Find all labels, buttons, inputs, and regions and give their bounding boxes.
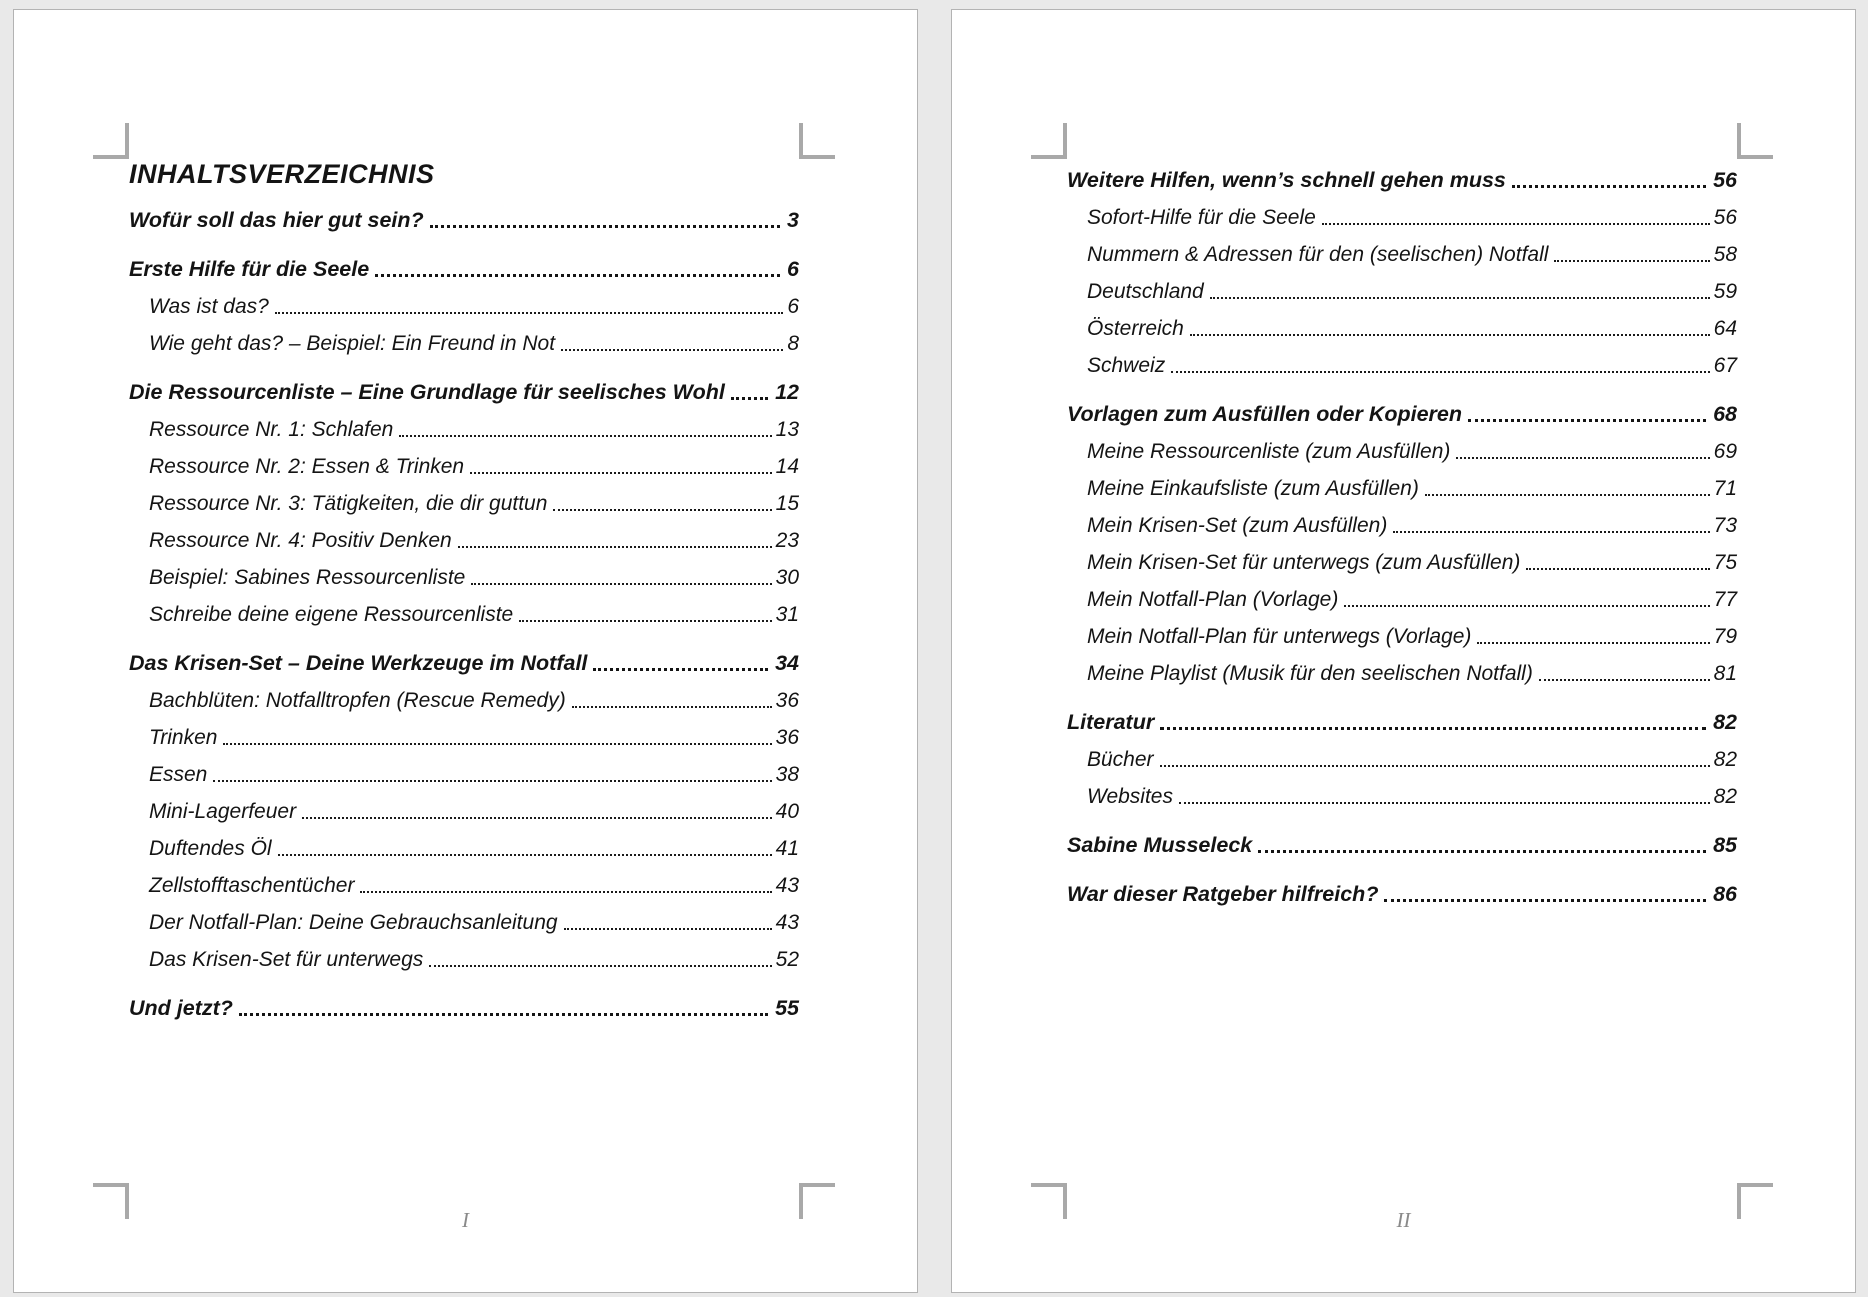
toc-entry-label: Duftendes Öl: [149, 837, 272, 860]
toc-entry-page-number: 31: [775, 603, 799, 626]
dot-leader: [1539, 679, 1710, 681]
dot-leader: [302, 817, 772, 819]
toc-entry-page-number: 43: [775, 874, 799, 897]
dot-leader: [470, 472, 772, 474]
toc-entry-label: Das Krisen-Set für unterwegs: [149, 948, 424, 971]
toc-entry[interactable]: [129, 997, 799, 1020]
toc-entry-page-number: 64: [1713, 317, 1737, 340]
dot-leader: [561, 349, 783, 351]
toc-entry[interactable]: [129, 209, 799, 232]
toc-entry-label: Meine Playlist (Musik für den seelischen Notfall): [1087, 662, 1533, 685]
toc-entry[interactable]: [129, 566, 799, 589]
dot-leader: [239, 1013, 768, 1016]
toc-entry-label: Bachblüten: Notfalltropfen (Rescue Remedy): [149, 689, 566, 712]
dot-leader: [593, 668, 768, 671]
toc-entry-label: Sabine Musseleck: [1067, 833, 1253, 857]
toc-entry-label: Mein Notfall-Plan für unterwegs (Vorlage): [1087, 625, 1472, 648]
toc-entry-page-number: 38: [775, 763, 799, 786]
dot-leader: [1425, 494, 1710, 496]
toc-entry[interactable]: [129, 492, 799, 515]
text-boundary-mark-top-left: [93, 123, 129, 159]
toc-entry-label: Bücher: [1087, 748, 1154, 771]
dot-leader: [1456, 457, 1709, 459]
toc-entry-label: Ressource Nr. 1: Schlafen: [149, 418, 394, 441]
toc-entry-label: Weitere Hilfen, wenn’s schnell gehen muss: [1067, 168, 1506, 192]
toc-entry-label: Websites: [1087, 785, 1173, 808]
toc-entry-label: Nummern & Adressen für den (seelischen) Notfall: [1087, 243, 1549, 266]
toc-entry[interactable]: [129, 418, 799, 441]
toc-entry-label: Mein Krisen-Set (zum Ausfüllen): [1087, 514, 1388, 537]
toc-entry-label: Wie geht das? – Beispiel: Ein Freund in Not: [149, 332, 556, 355]
dot-leader: [213, 780, 771, 782]
dot-leader: [1210, 297, 1710, 299]
toc-entry-page-number: 30: [775, 566, 799, 589]
toc-entry-label: Sofort-Hilfe für die Seele: [1087, 206, 1316, 229]
toc-entry-label: War dieser Ratgeber hilfreich?: [1067, 882, 1379, 906]
toc-entry-page-number: 82: [1713, 710, 1737, 734]
text-boundary-mark-top-right: [1737, 123, 1773, 159]
toc-entry-label: Meine Einkaufsliste (zum Ausfüllen): [1087, 477, 1419, 500]
toc-entry[interactable]: [129, 258, 799, 281]
toc-entry[interactable]: [1067, 662, 1737, 685]
toc-entry[interactable]: [129, 295, 799, 318]
toc-entry-page-number: 81: [1713, 662, 1737, 685]
toc-entry-page-number: 58: [1713, 243, 1737, 266]
toc-entry-page-number: 52: [775, 948, 799, 971]
toc-entry-page-number: 69: [1713, 440, 1737, 463]
dot-leader: [572, 706, 772, 708]
dot-leader: [360, 891, 771, 893]
toc-body: [129, 209, 799, 1020]
toc-entry[interactable]: [1067, 477, 1737, 500]
toc-entry-page-number: 59: [1713, 280, 1737, 303]
dot-leader: [1393, 531, 1709, 533]
dot-leader: [1512, 185, 1706, 188]
dot-leader: [553, 509, 771, 511]
toc-entry-page-number: 86: [1713, 882, 1737, 906]
toc-entry-label: Ressource Nr. 4: Positiv Denken: [149, 529, 452, 552]
toc-entry-label: Schreibe deine eigene Ressourcenliste: [149, 603, 514, 626]
toc-entry-label: Mein Krisen-Set für unterwegs (zum Ausfüllen): [1087, 551, 1521, 574]
toc-entry-page-number: 67: [1713, 354, 1737, 377]
toc-entry-page-number: 56: [1713, 206, 1737, 229]
dot-leader: [458, 546, 772, 548]
toc-entry[interactable]: [1067, 169, 1737, 192]
dot-leader: [430, 225, 780, 228]
dot-leader: [519, 620, 771, 622]
toc-entry[interactable]: [1067, 711, 1737, 734]
toc-entry-page-number: 79: [1713, 625, 1737, 648]
toc-entry-page-number: 34: [775, 651, 799, 675]
toc-entry-page-number: 56: [1713, 168, 1737, 192]
dot-leader: [1179, 802, 1710, 804]
toc-entry-label: Trinken: [149, 726, 218, 749]
dot-leader: [1258, 850, 1706, 853]
toc-entry[interactable]: [1067, 785, 1737, 808]
page-number-footer: II: [1396, 1208, 1411, 1232]
toc-entry-page-number: 6: [787, 295, 799, 318]
toc-entry-page-number: 55: [775, 996, 799, 1020]
toc-entry-page-number: 13: [775, 418, 799, 441]
dot-leader: [1160, 727, 1706, 730]
toc-entry[interactable]: [129, 726, 799, 749]
toc-entry[interactable]: [1067, 551, 1737, 574]
toc-entry-label: Was ist das?: [149, 295, 269, 318]
toc-entry-label: Der Notfall-Plan: Deine Gebrauchsanleitung: [149, 911, 558, 934]
toc-entry[interactable]: [1067, 625, 1737, 648]
dot-leader: [399, 435, 771, 437]
toc-entry-page-number: 41: [775, 837, 799, 860]
toc-entry-label: Und jetzt?: [129, 996, 233, 1020]
dot-leader: [278, 854, 772, 856]
toc-entry-label: Das Krisen-Set – Deine Werkzeuge im Notfall: [129, 651, 588, 675]
toc-entry-label: Mini-Lagerfeuer: [149, 800, 297, 823]
toc-entry-page-number: 15: [775, 492, 799, 515]
toc-entry[interactable]: [129, 603, 799, 626]
toc-entry-label: Zellstofftaschentücher: [149, 874, 355, 897]
toc-entry-label: Erste Hilfe für die Seele: [129, 257, 370, 281]
dot-leader: [275, 312, 783, 314]
dot-leader: [1468, 419, 1706, 422]
toc-entry[interactable]: [129, 332, 799, 355]
document-page-left: [13, 9, 918, 1293]
toc-entry-label: Beispiel: Sabines Ressourcenliste: [149, 566, 466, 589]
toc-entry-page-number: 82: [1713, 785, 1737, 808]
toc-entry-page-number: 12: [775, 380, 799, 404]
toc-entry-label: Vorlagen zum Ausfüllen oder Kopieren: [1067, 402, 1463, 426]
page-number-footer: I: [462, 1208, 469, 1232]
text-boundary-mark-top-left: [1031, 123, 1067, 159]
toc-entry-label: Die Ressourcenliste – Eine Grundlage für seelisches Wohl: [129, 380, 725, 404]
toc-entry-page-number: 23: [775, 529, 799, 552]
toc-entry-label: Deutschland: [1087, 280, 1204, 303]
toc-entry[interactable]: [129, 837, 799, 860]
dot-leader: [1477, 642, 1709, 644]
dot-leader: [1526, 568, 1709, 570]
toc-entry-page-number: 68: [1713, 402, 1737, 426]
toc-entry-label: Ressource Nr. 3: Tätigkeiten, die dir guttun: [149, 492, 548, 515]
dot-leader: [1160, 765, 1710, 767]
dot-leader: [1344, 605, 1709, 607]
toc-entry-label: Ressource Nr. 2: Essen & Trinken: [149, 455, 465, 478]
toc-entry[interactable]: [129, 763, 799, 786]
toc-entry[interactable]: [129, 800, 799, 823]
toc-entry-label: Meine Ressourcenliste (zum Ausfüllen): [1087, 440, 1451, 463]
toc-entry-label: Österreich: [1087, 317, 1184, 340]
toc-entry-page-number: 82: [1713, 748, 1737, 771]
toc-entry[interactable]: [1067, 354, 1737, 377]
document-page-right: [951, 9, 1856, 1293]
dot-leader: [1322, 223, 1710, 225]
dot-leader: [1171, 371, 1709, 373]
toc-entry-page-number: 71: [1713, 477, 1737, 500]
toc-entry-label: Schweiz: [1087, 354, 1166, 377]
toc-entry[interactable]: [1067, 834, 1737, 857]
toc-entry-page-number: 3: [787, 208, 799, 232]
toc-entry[interactable]: [1067, 317, 1737, 340]
toc-body: [1067, 169, 1737, 906]
toc-entry-page-number: 85: [1713, 833, 1737, 857]
toc-entry[interactable]: [1067, 243, 1737, 266]
toc-entry[interactable]: [1067, 440, 1737, 463]
dot-leader: [471, 583, 771, 585]
toc-entry-page-number: 14: [775, 455, 799, 478]
toc-entry-label: Literatur: [1067, 710, 1155, 734]
toc-entry[interactable]: [1067, 206, 1737, 229]
dot-leader: [1190, 334, 1710, 336]
toc-entry-page-number: 36: [775, 689, 799, 712]
toc-entry-page-number: 36: [775, 726, 799, 749]
dot-leader: [1384, 899, 1706, 902]
toc-entry[interactable]: [1067, 748, 1737, 771]
toc-entry[interactable]: [1067, 588, 1737, 611]
toc-entry[interactable]: [1067, 883, 1737, 906]
toc-title: INHALTSVERZEICHNIS: [129, 159, 435, 189]
toc-entry-label: Essen: [149, 763, 208, 786]
toc-entry-label: Wofür soll das hier gut sein?: [129, 208, 424, 232]
toc-entry-page-number: 6: [787, 257, 799, 281]
dot-leader: [564, 928, 772, 930]
toc-entry[interactable]: [129, 529, 799, 552]
toc-entry-page-number: 8: [787, 332, 799, 355]
toc-entry[interactable]: [1067, 514, 1737, 537]
toc-entry[interactable]: [129, 455, 799, 478]
toc-entry-page-number: 73: [1713, 514, 1737, 537]
toc-entry[interactable]: [129, 911, 799, 934]
toc-entry[interactable]: [1067, 403, 1737, 426]
toc-entry[interactable]: [129, 689, 799, 712]
dot-leader: [1554, 260, 1709, 262]
dot-leader: [429, 965, 771, 967]
toc-entry-page-number: 43: [775, 911, 799, 934]
toc-entry[interactable]: [1067, 280, 1737, 303]
toc-entry-page-number: 75: [1713, 551, 1737, 574]
toc-entry-label: Mein Notfall-Plan (Vorlage): [1087, 588, 1339, 611]
toc-entry[interactable]: [129, 874, 799, 897]
toc-entry[interactable]: [129, 381, 799, 404]
toc-entry-page-number: 77: [1713, 588, 1737, 611]
toc-entry-page-number: 40: [775, 800, 799, 823]
dot-leader: [375, 274, 780, 277]
toc-entry[interactable]: [129, 652, 799, 675]
text-boundary-mark-top-right: [799, 123, 835, 159]
toc-entry[interactable]: [129, 948, 799, 971]
dot-leader: [731, 397, 768, 400]
dot-leader: [223, 743, 771, 745]
